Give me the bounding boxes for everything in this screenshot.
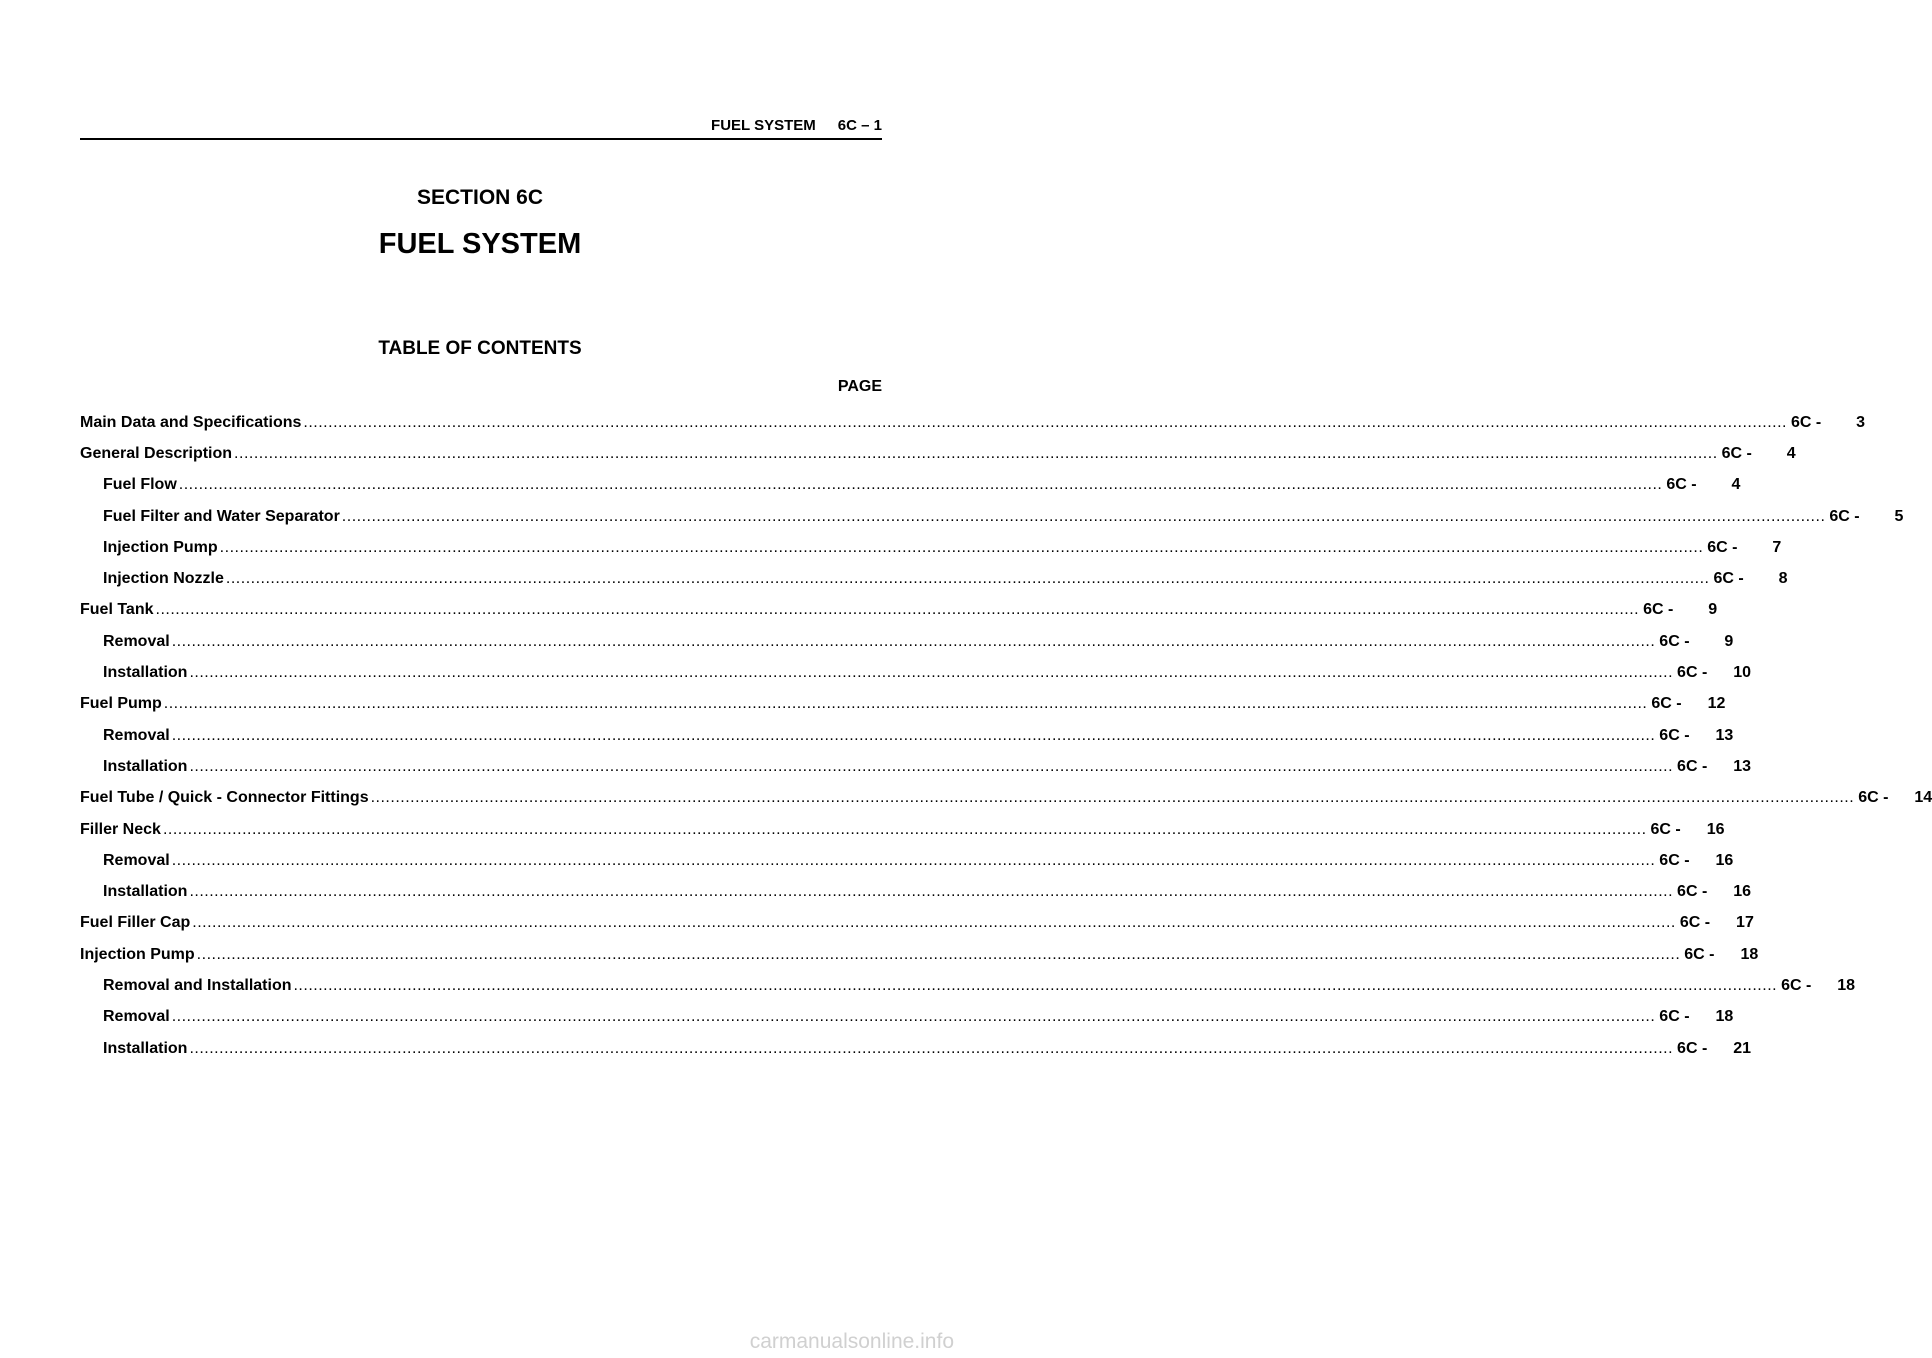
toc-entry-title: Installation — [103, 1039, 188, 1057]
toc-entry-title: Fuel Tank — [80, 601, 154, 619]
toc-page-number: 17 — [1736, 914, 1754, 932]
toc-page-number: 3 — [1856, 413, 1865, 431]
toc-page-prefix: 6C - — [1713, 570, 1744, 588]
toc-dot-leader: ............................................................................................................................................................................................................................................................................................................ — [171, 851, 1656, 869]
toc-entry-title: Installation — [103, 757, 188, 775]
toc-page-ref — [1858, 789, 1932, 807]
toc-page-ref — [1677, 758, 1751, 776]
toc-dot-leader: ............................................................................................................................................................................................................................................................................................................ — [370, 789, 1855, 807]
toc-entry[interactable] — [80, 845, 1734, 876]
toc-entry-title: Injection Nozzle — [103, 570, 224, 588]
toc-entry-title: Removal — [103, 851, 170, 869]
toc-entry[interactable] — [80, 626, 1734, 657]
toc-dot-leader: ............................................................................................................................................................................................................................................................................................................ — [303, 413, 1787, 431]
toc-page-ref — [1829, 508, 1903, 526]
toc-page-number: 16 — [1715, 851, 1734, 869]
toc-dot-leader: ............................................................................................................................................................................................................................................................................................................ — [234, 444, 1718, 462]
toc-entry[interactable] — [80, 908, 1754, 939]
toc-entry[interactable] — [80, 407, 1865, 438]
toc-page-prefix: 6C - — [1659, 1008, 1690, 1026]
system-title: FUEL SYSTEM — [378, 228, 582, 260]
toc-page-prefix: 6C - — [1677, 757, 1708, 775]
table-of-contents — [80, 407, 1932, 1064]
toc-page-number: 18 — [1740, 945, 1759, 963]
toc-page-prefix: 6C - — [1829, 507, 1860, 525]
toc-entry-title: General Description — [80, 444, 233, 462]
toc-page-ref — [1714, 570, 1788, 588]
page-column-label: PAGE — [837, 378, 882, 395]
toc-page-number: 13 — [1715, 726, 1734, 744]
toc-entry[interactable] — [80, 657, 1752, 688]
toc-page-ref — [1659, 852, 1733, 870]
toc-page-number: 9 — [1708, 601, 1718, 619]
toc-dot-leader: ............................................................................................................................................................................................................................................................................................................ — [192, 914, 1676, 932]
toc-page-ref — [1791, 414, 1865, 432]
toc-page-ref — [1677, 1040, 1751, 1058]
toc-entry[interactable] — [80, 970, 1856, 1001]
toc-page-prefix: 6C - — [1790, 413, 1822, 431]
toc-dot-leader: ............................................................................................................................................................................................................................................................................................................ — [189, 664, 1674, 682]
toc-page-prefix: 6C - — [1684, 945, 1715, 963]
toc-page-prefix: 6C - — [1677, 1039, 1708, 1057]
toc-dot-leader: ............................................................................................................................................................................................................................................................................................................ — [162, 820, 1647, 838]
toc-entry-title: Removal — [103, 1008, 170, 1026]
toc-page-number: 16 — [1733, 883, 1752, 901]
toc-page-number: 21 — [1733, 1039, 1752, 1057]
toc-page-prefix: 6C - — [1781, 976, 1812, 994]
toc-entry[interactable] — [80, 720, 1734, 751]
watermark: carmanualsonline.info — [749, 1330, 954, 1353]
toc-entry-title: Removal — [103, 726, 170, 744]
toc-page-ref — [1722, 445, 1796, 463]
header-page-ref: 6C – 1 — [837, 117, 882, 134]
toc-heading: TABLE OF CONTENTS — [378, 338, 582, 359]
toc-page-prefix: 6C - — [1679, 914, 1711, 932]
toc-entry-title: Fuel Filter and Water Separator — [103, 507, 340, 525]
toc-page-ref — [1651, 695, 1725, 713]
toc-entry[interactable] — [80, 595, 1718, 626]
toc-entry-title: Removal — [103, 632, 170, 650]
toc-entry-title: Fuel Pump — [80, 695, 162, 713]
toc-page-ref — [1677, 883, 1751, 901]
toc-page-ref — [1643, 601, 1717, 619]
toc-entry-title: Injection Pump — [80, 945, 195, 963]
toc-entry-title: Filler Neck — [80, 820, 161, 838]
toc-entry[interactable] — [80, 563, 1788, 594]
toc-entry[interactable] — [80, 689, 1726, 720]
toc-page-number: 7 — [1772, 538, 1782, 556]
toc-page-prefix: 6C - — [1666, 476, 1697, 494]
toc-dot-leader: ............................................................................................................................................................................................................................................................................................................ — [171, 726, 1656, 744]
toc-page-number: 10 — [1733, 664, 1752, 682]
toc-dot-leader: ............................................................................................................................................................................................................................................................................................................ — [171, 632, 1656, 650]
toc-dot-leader: ............................................................................................................................................................................................................................................................................................................ — [293, 976, 1778, 994]
toc-page-number: 12 — [1707, 695, 1726, 713]
toc-dot-leader: ............................................................................................................................................................................................................................................................................................................ — [341, 507, 1826, 525]
toc-dot-leader: ............................................................................................................................................................................................................................................................................................................ — [171, 1008, 1656, 1026]
toc-entry[interactable] — [80, 751, 1752, 782]
toc-dot-leader: ............................................................................................................................................................................................................................................................................................................ — [219, 538, 1704, 556]
toc-entry-title: Fuel Tube / Quick - Connector Fittings — [80, 789, 369, 807]
toc-dot-leader: ............................................................................................................................................................................................................................................................................................................ — [189, 883, 1674, 901]
toc-entry[interactable] — [80, 501, 1904, 532]
toc-entry[interactable] — [80, 783, 1932, 814]
toc-entry[interactable] — [80, 532, 1782, 563]
toc-page-prefix: 6C - — [1659, 726, 1690, 744]
running-header — [80, 116, 882, 140]
toc-entry-title: Installation — [103, 883, 188, 901]
toc-entry[interactable] — [80, 438, 1796, 469]
toc-page-prefix: 6C - — [1677, 883, 1708, 901]
toc-page-number: 16 — [1706, 820, 1725, 838]
toc-page-number: 18 — [1715, 1008, 1734, 1026]
toc-page-prefix: 6C - — [1659, 851, 1690, 869]
toc-page-ref — [1659, 633, 1733, 651]
toc-entry-title: Fuel Filler Cap — [80, 914, 191, 932]
toc-dot-leader: ............................................................................................................................................................................................................................................................................................................ — [155, 601, 1640, 619]
toc-page-ref — [1666, 476, 1740, 494]
toc-entry[interactable] — [80, 470, 1741, 501]
toc-page-ref — [1684, 946, 1758, 964]
toc-dot-leader: ............................................................................................................................................................................................................................................................................................................ — [225, 570, 1710, 588]
header-section-name: FUEL SYSTEM — [711, 117, 816, 134]
toc-page-number: 18 — [1837, 976, 1856, 994]
toc-page-ref — [1677, 664, 1751, 682]
toc-entry[interactable] — [80, 939, 1759, 970]
toc-page-prefix: 6C - — [1659, 632, 1690, 650]
toc-page-ref — [1781, 977, 1855, 995]
toc-dot-leader: ............................................................................................................................................................................................................................................................................................................ — [196, 945, 1681, 963]
toc-entry[interactable] — [80, 1033, 1752, 1064]
toc-page-prefix: 6C - — [1707, 538, 1738, 556]
toc-page-number: 4 — [1731, 476, 1741, 494]
toc-entry-title: Main Data and Specifications — [80, 413, 302, 431]
toc-page-ref — [1659, 727, 1733, 745]
toc-page-ref — [1707, 539, 1781, 557]
toc-page-number: 13 — [1733, 757, 1752, 775]
toc-page-ref — [1680, 914, 1754, 932]
toc-page-number: 8 — [1778, 570, 1788, 588]
toc-page-number: 14 — [1914, 789, 1932, 807]
toc-page-number: 9 — [1724, 632, 1734, 650]
toc-entry-title: Installation — [103, 664, 188, 682]
toc-page-prefix: 6C - — [1643, 601, 1674, 619]
toc-dot-leader: ............................................................................................................................................................................................................................................................................................................ — [163, 695, 1648, 713]
section-label: SECTION 6C — [416, 186, 544, 209]
toc-entry-title: Fuel Flow — [103, 476, 177, 494]
toc-entry-title: Removal and Installation — [103, 976, 292, 994]
toc-dot-leader: ............................................................................................................................................................................................................................................................................................................ — [178, 476, 1663, 494]
toc-page-number: 4 — [1786, 444, 1796, 462]
toc-dot-leader: ............................................................................................................................................................................................................................................................................................................ — [189, 1039, 1674, 1057]
toc-entry[interactable] — [80, 814, 1725, 845]
toc-page-ref — [1659, 1008, 1733, 1026]
toc-page-number: 5 — [1894, 507, 1904, 525]
toc-entry-title: Injection Pump — [103, 538, 218, 556]
toc-page-prefix: 6C - — [1721, 444, 1752, 462]
toc-page-prefix: 6C - — [1651, 695, 1682, 713]
toc-page-prefix: 6C - — [1858, 789, 1889, 807]
toc-dot-leader: ............................................................................................................................................................................................................................................................................................................ — [189, 757, 1674, 775]
toc-page-prefix: 6C - — [1677, 664, 1708, 682]
toc-page-ref — [1651, 821, 1725, 839]
toc-page-prefix: 6C - — [1650, 820, 1681, 838]
toc-entry[interactable] — [80, 876, 1752, 907]
toc-entry[interactable] — [80, 1002, 1734, 1033]
